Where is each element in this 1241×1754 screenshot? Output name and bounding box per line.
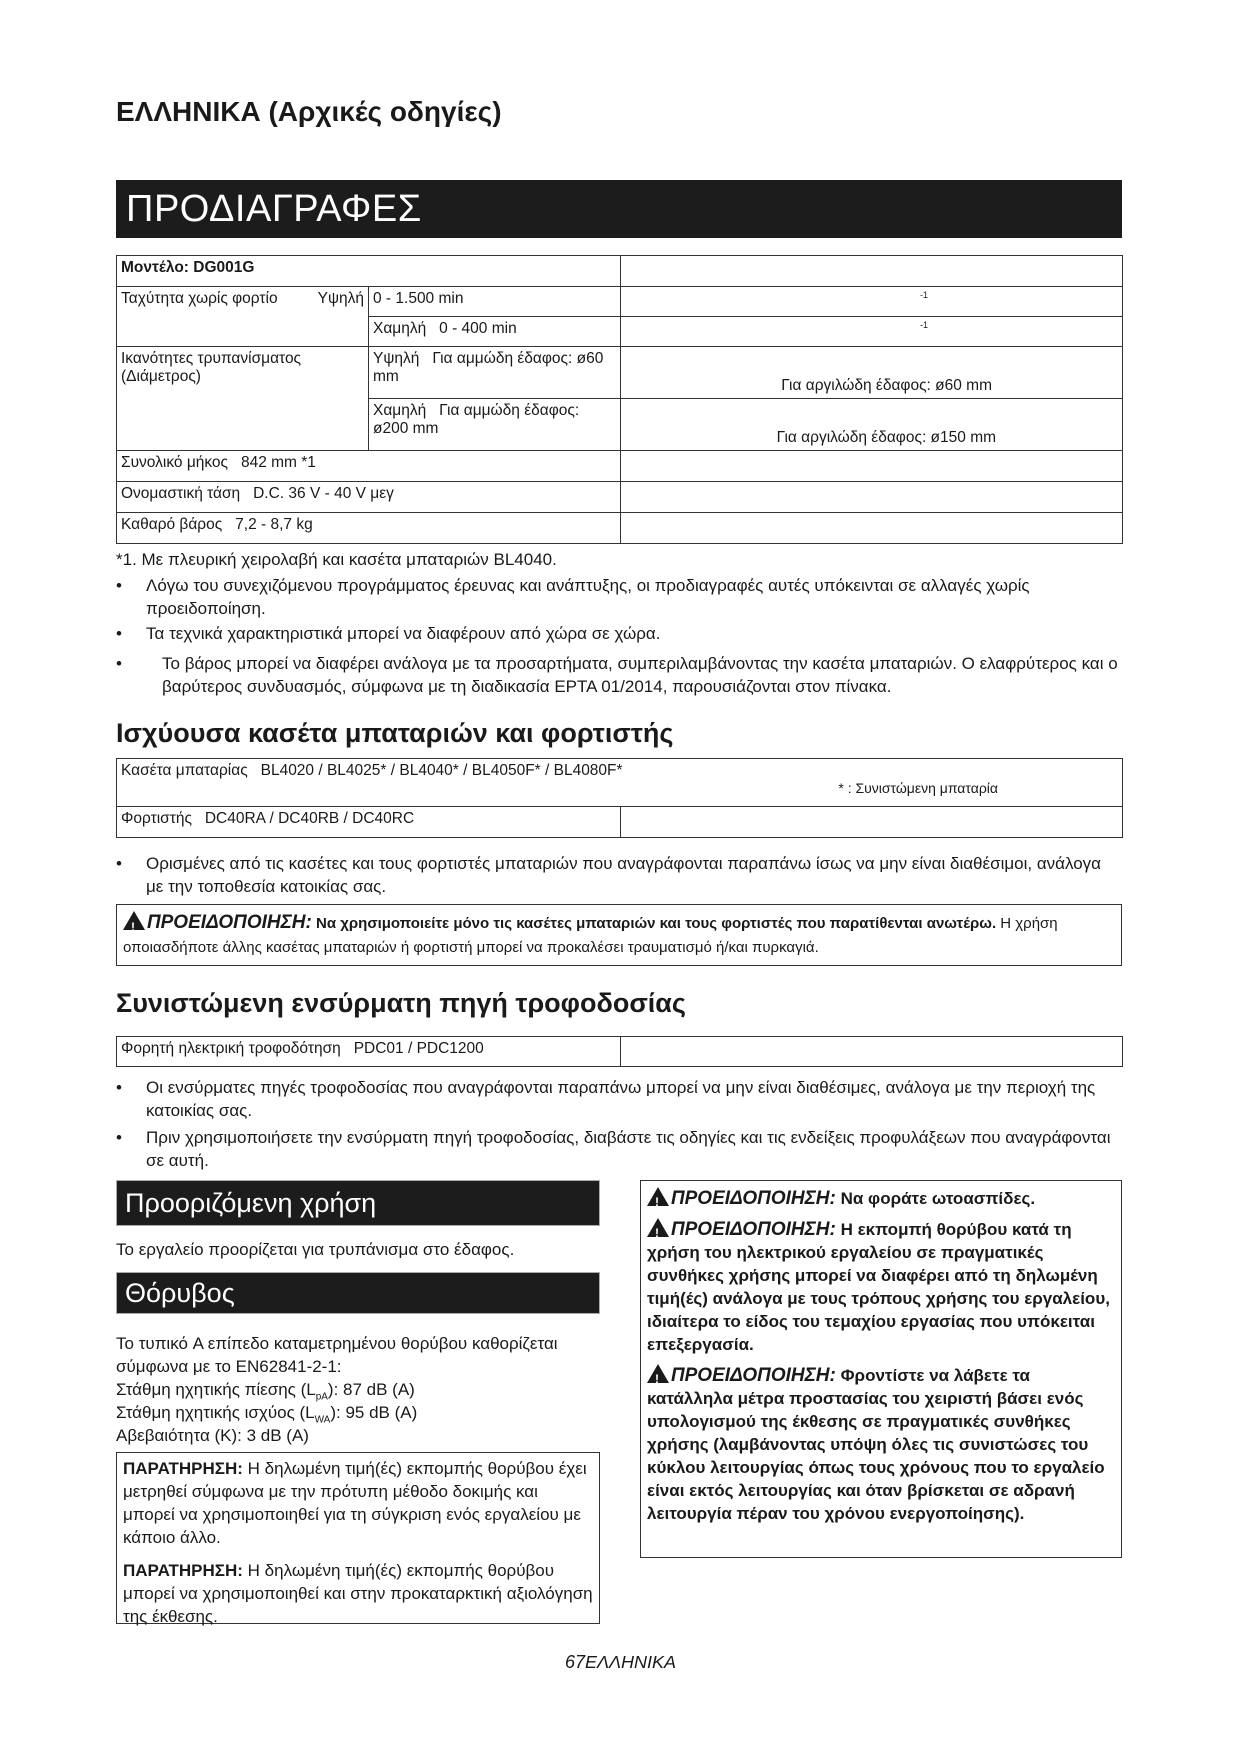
noise-warnings-box: [640, 1180, 1122, 1558]
warning-3: !ΠΡΟΕΙΔΟΠΟΙΗΣΗ: Φροντίστε να λάβετε τα κατάλληλα μέτρα προστασίας του χειριστή βάσει ενός υπολογισμού της έκθεσης σε πραγματικές συνθήκες χρήσης (λαμβάνοντας υπόψη όλες τις συνιστώσες του κύκλου λειτουργίας όπως τους χρόνους που το εργαλείο είναι εκτός λειτουργίας και όταν βρίσκεται σε αδρανή λειτουργία πέραν του χρόνου ενεργοποίησης).: [647, 1364, 1115, 1525]
page-footer: 67ΕΛΛΗΝΙΚΑ: [564, 1652, 677, 1672]
specifications-banner: ΠΡΟΔΙΑΓΡΑΦΕΣ: [116, 180, 1122, 238]
warning-triangle-icon: [647, 1187, 669, 1206]
noise-intro: Το τυπικό A επίπεδο καταμετρημένου θορύβου καθορίζεται σύμφωνα με το EN62841-2-1:: [116, 1334, 558, 1376]
noise-power: Στάθμη ηχητικής ισχύος $(L_{WA})$: 95 dB (A): [116, 1403, 418, 1426]
noise-uncertainty: Αβεβαιότητα (K): 3 dB (A): [116, 1426, 309, 1445]
empty-cell: [621, 451, 1123, 482]
power-bullet: • Πριν χρησιμοποιήσετε την ενσύρματη πηγή τροφοδοσίας, διαβάστε τις οδηγίες και τις ενδείξεις προφυλάξεων που αναγράφονται σε αυτή.: [116, 1128, 1111, 1170]
weight-cell: Καθαρό βάρος 7,2 - 8,7 kg: [117, 513, 621, 544]
specs-bullet: • Λόγω του συνεχιζόμενου προγράμματος έρευνας και ανάπτυξης, οι προδιαγραφές αυτές υπόκεινται σε αλλαγές χωρίς προειδοποίηση.: [116, 576, 1030, 618]
power-section-title: Συνιστώμενη ενσύρματη πηγή τροφοδοσίας: [116, 988, 686, 1018]
intended-use-banner: Προοριζόμενη χρήση: [116, 1180, 600, 1226]
speed-label-cell: Ταχύτητα χωρίς φορτίο Υψηλή: [117, 287, 369, 347]
specs-bullet: • Το βάρος μπορεί να διαφέρει ανάλογα με τα προσαρτήματα, συμπεριλαμβάνοντας την κασέτα μπαταριών. Ο ελαφρύτερος και ο βαρύτερος συνδυασμός, σύμφωνα με τη διαδικασία EPTA 01/2014, παρουσιάζονται στον πίνακα.: [116, 654, 1118, 696]
capacity-high-clay: Για αργιλώδη έδαφος: ø60 mm: [621, 347, 1123, 399]
charger-cell: Φορτιστής DC40RA / DC40RB / DC40RC: [117, 807, 621, 838]
speed-high-cell: 0 - 1.500 min: [369, 287, 621, 317]
capacity-label-cell: Ικανότητες τρυπανίσματος (Διάμετρος): [117, 347, 369, 451]
empty-cell: [621, 807, 1123, 838]
warning-triangle-icon: [123, 911, 145, 930]
empty-cell: [621, 482, 1123, 513]
battery-section-title: Ισχύουσα κασέτα μπαταριών και φορτιστής: [116, 718, 674, 748]
battery-table: [116, 758, 1123, 838]
power-table: [116, 1036, 1123, 1067]
model-cell: Μοντέλο: DG001G: [117, 256, 621, 287]
speed-high-unit: -1: [621, 287, 1123, 317]
capacity-low-sandy: Χαμηλή Για αμμώδη έδαφος: ø200 mm: [369, 399, 621, 451]
language-title: ΕΛΛΗΝΙΚΑ (Αρχικές οδηγίες): [116, 96, 502, 127]
warning-2: !ΠΡΟΕΙΔΟΠΟΙΗΣΗ: Η εκπομπή θορύβου κατά τη χρήση του ηλεκτρικού εργαλείου σε πραγματικές συνθήκες χρήσης μπορεί να διαφέρει από τη δηλωμένη τιμή(ές) ανάλογα με τους τρόπους χρήσης του εργαλείου, ιδιαίτερα το είδος του τεμαχίου εργασίας που υπόκειται επεξεργασία.: [647, 1218, 1115, 1356]
warning-1: !ΠΡΟΕΙΔΟΠΟΙΗΣΗ: Να φοράτε ωτοασπίδες.: [647, 1187, 1115, 1210]
capacity-low-clay: Για αργιλώδη έδαφος: ø150 mm: [621, 399, 1123, 451]
specs-footnote: *1. Με πλευρική χειρολαβή και κασέτα μπαταριών BL4040.: [116, 550, 557, 569]
noise-banner: Θόρυβος: [116, 1272, 600, 1314]
note-2: ΠΑΡΑΤΗΡΗΣΗ: Η δηλωμένη τιμή(ές) εκπομπής θορύβου μπορεί να χρησιμοποιηθεί και στην προκαταρκτική αξιολόγηση της έκθεσης.: [123, 1561, 593, 1626]
empty-cell: [621, 1037, 1123, 1067]
warning-triangle-icon: [647, 1218, 669, 1237]
noise-notes-box: [116, 1452, 600, 1624]
recommended-note: * : Συνιστώμενη μπαταρία: [838, 780, 998, 796]
length-cell: Συνολικό μήκος 842 mm *1: [117, 451, 621, 482]
specs-bullet: • Τα τεχνικά χαρακτηριστικά μπορεί να διαφέρουν από χώρα σε χώρα.: [116, 624, 661, 643]
voltage-cell: Ονομαστική τάση D.C. 36 V - 40 V μεγ: [117, 482, 621, 513]
specifications-table: [116, 255, 1123, 544]
note-1: ΠΑΡΑΤΗΡΗΣΗ: Η δηλωμένη τιμή(ές) εκπομπής θορύβου έχει μετρηθεί σύμφωνα με την πρότυπη μέθοδο δοκιμής και μπορεί να χρησιμοποιηθεί για τη σύγκριση ενός εργαλείου με κάποιο άλλο.: [123, 1459, 587, 1547]
battery-cartridge-cell: Κασέτα μπαταρίας BL4020 / BL4025* / BL4040* / BL4050F* / BL4080F* * : Συνιστώμενη μπαταρία: [117, 759, 1123, 807]
noise-pressure: Στάθμη ηχητικής πίεσης $(L_{pA})$: 87 dB (A): [116, 1380, 415, 1403]
battery-bullet: • Ορισμένες από τις κασέτες και τους φορτιστές μπαταριών που αναγράφονται παραπάνω ίσως να μην είναι διαθέσιμοι, ανάλογα με την τοποθεσία κατοικίας σας.: [116, 854, 1102, 896]
warning-triangle-icon: [647, 1364, 669, 1383]
empty-cell: [621, 513, 1123, 544]
power-bullet: • Οι ενσύρματες πηγές τροφοδοσίας που αναγράφονται παραπάνω μπορεί να μην είναι διαθέσιμες, ανάλογα με την περιοχή της κατοικίας σας.: [116, 1078, 1096, 1120]
capacity-high-sandy: Υψηλή Για αμμώδη έδαφος: ø60 mm: [369, 347, 621, 399]
speed-low-unit: -1: [621, 317, 1123, 347]
battery-warning-box: !ΠΡΟΕΙΔΟΠΟΙΗΣΗ: Να χρησιμοποιείτε μόνο τις κασέτες μπαταριών και τους φορτιστές που παρατίθενται ανωτέρω. Η χρήση οποιασδήποτε άλλης κασέτας μπαταριών ή φορτιστή μπορεί να προκαλέσει τραυματισμό ή/και πυρκαγιά.: [116, 904, 1122, 966]
power-supply-cell: Φορητή ηλεκτρική τροφοδότηση PDC01 / PDC1200: [117, 1037, 621, 1067]
intended-use-text: Το εργαλείο προορίζεται για τρυπάνισμα στο έδαφος.: [116, 1240, 515, 1259]
speed-low-cell: Χαμηλή 0 - 400 min: [369, 317, 621, 347]
empty-cell: [621, 256, 1123, 287]
